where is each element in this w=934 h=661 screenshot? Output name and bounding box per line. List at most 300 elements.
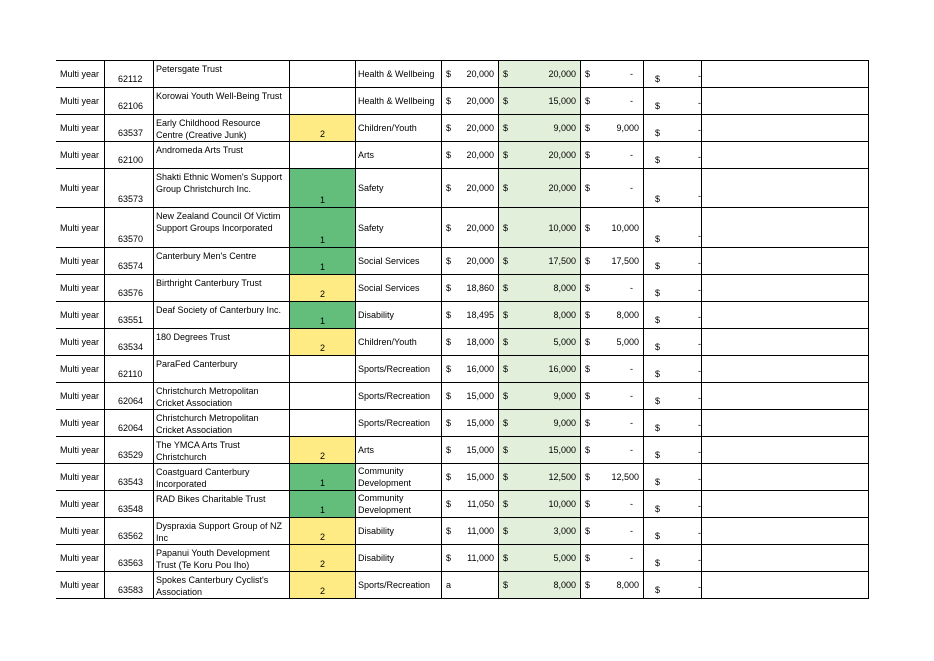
currency-symbol: $	[446, 472, 452, 482]
previous-funding: -	[630, 150, 633, 160]
notes-cell	[701, 169, 869, 207]
amount-requested: 11,000	[467, 526, 494, 536]
organisation-name: Birthright Canterbury Trust	[156, 278, 262, 288]
amount-requested: 20,000	[466, 123, 494, 133]
category: Children/Youth	[358, 123, 417, 133]
priority-score: 1	[319, 478, 325, 488]
previous-funding: 12,500	[611, 472, 639, 482]
notes-cell	[701, 142, 869, 168]
application-id: 63562	[118, 531, 144, 541]
amount-recommended-cell	[498, 88, 580, 114]
amount-recommended: 9,000	[553, 123, 576, 133]
table-row	[56, 87, 869, 114]
amount-recommended: 8,000	[553, 283, 576, 293]
notes-cell	[701, 410, 869, 436]
currency-symbol: $	[585, 364, 591, 374]
amount-requested: 18,860	[466, 283, 494, 293]
currency-symbol: $	[503, 364, 509, 374]
funded-amount: -	[698, 312, 701, 322]
currency-symbol: $	[446, 183, 452, 193]
organisation-name: Shakti Ethnic Women's Support Group Christchurch Inc.	[156, 172, 283, 194]
grant-type-cell	[56, 275, 104, 301]
application-id: 62064	[118, 396, 144, 406]
amount-recommended-cell	[498, 61, 580, 87]
category-cell	[355, 491, 441, 517]
application-id-cell	[104, 356, 153, 382]
priority-score-cell	[289, 302, 355, 328]
table-row	[56, 463, 869, 490]
grant-type-cell	[56, 464, 104, 490]
grant-type-cell	[56, 383, 104, 409]
previous-funding-cell	[580, 464, 643, 490]
currency-symbol: $	[503, 183, 509, 193]
currency-symbol: $	[585, 499, 591, 509]
application-id: 62112	[118, 74, 143, 84]
notes-cell	[701, 572, 869, 598]
category: Health & Wellbeing	[358, 96, 435, 106]
previous-funding-cell	[580, 410, 643, 436]
currency-symbol: $	[446, 337, 452, 347]
organisation-name: ParaFed Canterbury	[156, 359, 238, 369]
table-row	[56, 409, 869, 436]
currency-symbol: $	[655, 423, 661, 433]
application-id-cell	[104, 248, 153, 274]
organisation-name: 180 Degrees Trust	[156, 332, 231, 342]
amount-recommended-cell	[498, 356, 580, 382]
application-id-cell	[104, 545, 153, 571]
amount-recommended: 8,000	[553, 580, 576, 590]
category: Social Services	[358, 256, 420, 266]
previous-funding: -	[630, 183, 633, 193]
amount-requested-cell	[441, 88, 498, 114]
organisation-name: New Zealand Council Of Victim Support Groups Incorporated	[156, 211, 281, 233]
notes-cell	[701, 545, 869, 571]
previous-funding-cell	[580, 115, 643, 141]
currency-symbol: $	[655, 531, 661, 541]
previous-funding-cell	[580, 248, 643, 274]
amount-recommended: 16,000	[548, 364, 576, 374]
previous-funding-cell	[580, 302, 643, 328]
category-cell	[355, 410, 441, 436]
table-row	[56, 544, 869, 571]
grant-type: Multi year	[60, 96, 100, 106]
amount-requested: 16,000	[466, 364, 494, 374]
grant-type-cell	[56, 169, 104, 207]
category: Sports/Recreation	[358, 580, 431, 590]
organisation-cell	[153, 572, 289, 598]
priority-score-cell	[289, 464, 355, 490]
currency-symbol: $	[585, 553, 591, 563]
table-row	[56, 60, 869, 87]
category-cell	[355, 437, 441, 463]
organisation-cell	[153, 329, 289, 355]
table-row	[56, 490, 869, 517]
notes-cell	[701, 491, 869, 517]
application-id-cell	[104, 437, 153, 463]
category: Arts	[358, 445, 375, 455]
amount-requested-cell	[441, 169, 498, 207]
priority-score-cell	[289, 248, 355, 274]
organisation-name: Petersgate Trust	[156, 64, 223, 74]
amount-recommended-cell	[498, 248, 580, 274]
currency-symbol: $	[446, 526, 452, 536]
priority-score-cell	[289, 208, 355, 247]
grant-type: Multi year	[60, 364, 100, 374]
currency-symbol: $	[585, 183, 591, 193]
amount-recommended: 9,000	[553, 391, 576, 401]
priority-score: 1	[319, 195, 325, 205]
previous-funding-cell	[580, 88, 643, 114]
priority-score-cell	[289, 61, 355, 87]
priority-score-cell	[289, 437, 355, 463]
priority-score-cell	[289, 169, 355, 207]
priority-score: 2	[319, 586, 325, 596]
funded-amount: -	[698, 447, 701, 457]
previous-funding-cell	[580, 208, 643, 247]
category: Disability	[358, 310, 395, 320]
priority-score-cell	[289, 115, 355, 141]
priority-score: 1	[319, 235, 325, 245]
grant-type: Multi year	[60, 580, 100, 590]
table-row	[56, 301, 869, 328]
application-id-cell	[104, 142, 153, 168]
amount-recommended-cell	[498, 410, 580, 436]
application-id: 63543	[118, 477, 144, 487]
previous-funding: -	[630, 96, 633, 106]
organisation-cell	[153, 410, 289, 436]
category-cell	[355, 248, 441, 274]
table-row	[56, 382, 869, 409]
currency-symbol: $	[446, 150, 452, 160]
currency-symbol: $	[503, 499, 509, 509]
currency-symbol: $	[585, 445, 591, 455]
funded-amount-cell	[643, 437, 701, 463]
grant-type: Multi year	[60, 283, 100, 293]
category-cell	[355, 61, 441, 87]
grant-type: Multi year	[60, 553, 100, 563]
amount-recommended: 3,000	[553, 526, 576, 536]
grant-type-cell	[56, 329, 104, 355]
amount-recommended-cell	[498, 208, 580, 247]
table-row	[56, 114, 869, 141]
application-id: 62110	[118, 369, 143, 379]
application-id: 63534	[118, 342, 144, 352]
notes-cell	[701, 248, 869, 274]
category: Social Services	[358, 283, 420, 293]
organisation-cell	[153, 248, 289, 274]
table-row	[56, 168, 869, 207]
amount-requested: a	[446, 580, 452, 590]
currency-symbol: $	[585, 69, 591, 79]
currency-symbol: $	[655, 558, 661, 568]
amount-recommended-cell	[498, 572, 580, 598]
previous-funding-cell	[580, 61, 643, 87]
funded-amount-cell	[643, 410, 701, 436]
amount-requested: 20,000	[466, 96, 494, 106]
application-id: 63551	[118, 315, 144, 325]
currency-symbol: $	[655, 477, 661, 487]
amount-requested: 18,495	[466, 310, 494, 320]
currency-symbol: $	[503, 96, 509, 106]
category: Sports/Recreation	[358, 364, 431, 374]
amount-recommended-cell	[498, 302, 580, 328]
table-row	[56, 436, 869, 463]
organisation-name: Christchurch Metropolitan Cricket Association	[156, 386, 259, 408]
funded-amount-cell	[643, 518, 701, 544]
funded-amount: -	[698, 71, 701, 81]
amount-recommended: 5,000	[553, 337, 576, 347]
grant-type-cell	[56, 410, 104, 436]
previous-funding-cell	[580, 572, 643, 598]
amount-recommended: 10,000	[548, 499, 576, 509]
application-id: 63576	[118, 288, 144, 298]
notes-cell	[701, 208, 869, 247]
amount-requested: 18,000	[466, 337, 494, 347]
funded-amount-cell	[643, 248, 701, 274]
currency-symbol: $	[655, 101, 661, 111]
funded-amount: -	[698, 285, 701, 295]
funded-amount: -	[698, 258, 701, 268]
amount-recommended-cell	[498, 464, 580, 490]
category: Community Development	[358, 493, 412, 515]
grant-type: Multi year	[60, 69, 100, 79]
currency-symbol: $	[585, 472, 591, 482]
amount-recommended: 5,000	[553, 553, 576, 563]
category-cell	[355, 88, 441, 114]
notes-cell	[701, 302, 869, 328]
priority-score: 2	[319, 289, 325, 299]
amount-recommended: 8,000	[553, 310, 576, 320]
funded-amount-cell	[643, 142, 701, 168]
grant-type: Multi year	[60, 256, 100, 266]
category: Safety	[358, 222, 384, 233]
priority-score: 2	[319, 451, 325, 461]
grant-type-cell	[56, 88, 104, 114]
priority-score-cell	[289, 356, 355, 382]
amount-requested: 20,000	[466, 256, 494, 266]
organisation-cell	[153, 383, 289, 409]
organisation-cell	[153, 142, 289, 168]
amount-requested: 15,000	[466, 445, 494, 455]
funded-amount: -	[698, 366, 701, 376]
grant-type: Multi year	[60, 150, 100, 160]
funded-amount-cell	[643, 545, 701, 571]
currency-symbol: $	[585, 580, 591, 590]
grant-type-cell	[56, 61, 104, 87]
currency-symbol: $	[585, 310, 591, 320]
funded-amount: -	[698, 420, 701, 430]
application-id-cell	[104, 491, 153, 517]
category-cell	[355, 302, 441, 328]
priority-score: 2	[319, 532, 325, 542]
previous-funding-cell	[580, 437, 643, 463]
organisation-cell	[153, 491, 289, 517]
amount-recommended-cell	[498, 329, 580, 355]
organisation-name: Coastguard Canterbury Incorporated	[156, 467, 250, 489]
notes-cell	[701, 275, 869, 301]
funded-amount: -	[698, 393, 701, 403]
funded-amount: -	[698, 528, 701, 538]
currency-symbol: $	[585, 283, 591, 293]
category-cell	[355, 356, 441, 382]
funded-amount: -	[698, 231, 701, 241]
currency-symbol: $	[655, 369, 661, 379]
previous-funding-cell	[580, 169, 643, 207]
priority-score: 2	[319, 559, 325, 569]
currency-symbol: $	[503, 580, 509, 590]
funded-amount: -	[698, 501, 701, 511]
funded-amount-cell	[643, 302, 701, 328]
amount-recommended: 17,500	[548, 256, 576, 266]
currency-symbol: $	[503, 553, 509, 563]
previous-funding-cell	[580, 518, 643, 544]
grant-type-cell	[56, 208, 104, 247]
amount-requested: 11,050	[467, 499, 494, 509]
application-id-cell	[104, 275, 153, 301]
previous-funding: -	[630, 69, 633, 79]
organisation-cell	[153, 115, 289, 141]
organisation-cell	[153, 61, 289, 87]
table-row	[56, 355, 869, 382]
currency-symbol: $	[655, 74, 661, 84]
notes-cell	[701, 437, 869, 463]
previous-funding: 5,000	[616, 337, 639, 347]
category-cell	[355, 518, 441, 544]
amount-recommended-cell	[498, 275, 580, 301]
application-id: 63573	[118, 194, 144, 204]
application-id-cell	[104, 329, 153, 355]
grant-type: Multi year	[60, 310, 100, 320]
table-row	[56, 247, 869, 274]
funded-amount-cell	[643, 383, 701, 409]
grant-type: Multi year	[60, 418, 100, 428]
grant-type: Multi year	[60, 123, 100, 133]
amount-requested-cell	[441, 248, 498, 274]
grant-type: Multi year	[60, 445, 100, 455]
previous-funding-cell	[580, 545, 643, 571]
grant-type-cell	[56, 545, 104, 571]
currency-symbol: $	[585, 256, 591, 266]
table-row	[56, 141, 869, 168]
funded-amount: -	[698, 474, 701, 484]
organisation-cell	[153, 302, 289, 328]
funded-amount: -	[698, 152, 701, 162]
category: Arts	[358, 150, 375, 160]
currency-symbol: $	[446, 69, 452, 79]
amount-recommended: 10,000	[548, 222, 576, 233]
previous-funding-cell	[580, 275, 643, 301]
priority-score-cell	[289, 142, 355, 168]
priority-score: 2	[319, 129, 325, 139]
organisation-name: Early Childhood Resource Centre (Creative Junk)	[156, 118, 261, 140]
grant-type-cell	[56, 491, 104, 517]
grant-type-cell	[56, 572, 104, 598]
amount-recommended-cell	[498, 518, 580, 544]
currency-symbol: $	[446, 445, 452, 455]
previous-funding: -	[630, 364, 633, 374]
grant-type-cell	[56, 437, 104, 463]
previous-funding-cell	[580, 383, 643, 409]
currency-symbol: $	[446, 123, 452, 133]
previous-funding: 8,000	[616, 580, 639, 590]
category-cell	[355, 383, 441, 409]
previous-funding-cell	[580, 491, 643, 517]
grant-type: Multi year	[60, 183, 100, 193]
currency-symbol: $	[585, 337, 591, 347]
application-id-cell	[104, 115, 153, 141]
amount-requested-cell	[441, 208, 498, 247]
organisation-cell	[153, 518, 289, 544]
amount-recommended: 9,000	[553, 418, 576, 428]
currency-symbol: $	[446, 364, 452, 374]
table-row	[56, 207, 869, 247]
application-id-cell	[104, 169, 153, 207]
organisation-name: Canterbury Men's Centre	[156, 251, 257, 261]
application-id: 63529	[118, 450, 144, 460]
organisation-cell	[153, 464, 289, 490]
currency-symbol: $	[503, 222, 509, 233]
grant-type: Multi year	[60, 499, 100, 509]
currency-symbol: $	[446, 283, 452, 293]
application-id-cell	[104, 518, 153, 544]
currency-symbol: $	[503, 123, 509, 133]
application-id: 63583	[118, 585, 144, 595]
currency-symbol: $	[655, 504, 661, 514]
amount-recommended: 20,000	[548, 69, 576, 79]
grant-type-cell	[56, 142, 104, 168]
currency-symbol: $	[503, 69, 509, 79]
organisation-cell	[153, 275, 289, 301]
notes-cell	[701, 61, 869, 87]
priority-score-cell	[289, 518, 355, 544]
funded-amount-cell	[643, 464, 701, 490]
priority-score: 1	[319, 505, 325, 515]
currency-symbol: $	[503, 310, 509, 320]
organisation-name: Andromeda Arts Trust	[156, 145, 244, 155]
funded-amount-cell	[643, 329, 701, 355]
amount-recommended: 20,000	[548, 150, 576, 160]
application-id-cell	[104, 464, 153, 490]
previous-funding: -	[630, 418, 633, 428]
category-cell	[355, 572, 441, 598]
notes-cell	[701, 518, 869, 544]
funded-amount-cell	[643, 115, 701, 141]
currency-symbol: $	[655, 128, 661, 138]
notes-cell	[701, 329, 869, 355]
currency-symbol: $	[655, 155, 661, 165]
organisation-name: The YMCA Arts Trust Christchurch	[156, 440, 240, 462]
amount-requested-cell	[441, 545, 498, 571]
amount-requested-cell	[441, 115, 498, 141]
amount-recommended-cell	[498, 169, 580, 207]
currency-symbol: $	[655, 315, 661, 325]
amount-recommended: 20,000	[548, 183, 576, 193]
organisation-name: Deaf Society of Canterbury Inc.	[156, 305, 282, 315]
category-cell	[355, 464, 441, 490]
currency-symbol: $	[655, 194, 661, 204]
currency-symbol: $	[503, 472, 509, 482]
currency-symbol: $	[503, 256, 509, 266]
funded-amount-cell	[643, 275, 701, 301]
organisation-cell	[153, 169, 289, 207]
grant-type-cell	[56, 518, 104, 544]
application-id: 62106	[118, 101, 144, 111]
currency-symbol: $	[446, 553, 452, 563]
amount-requested-cell	[441, 410, 498, 436]
funded-amount-cell	[643, 61, 701, 87]
funded-amount: -	[698, 98, 701, 108]
currency-symbol: $	[503, 337, 509, 347]
